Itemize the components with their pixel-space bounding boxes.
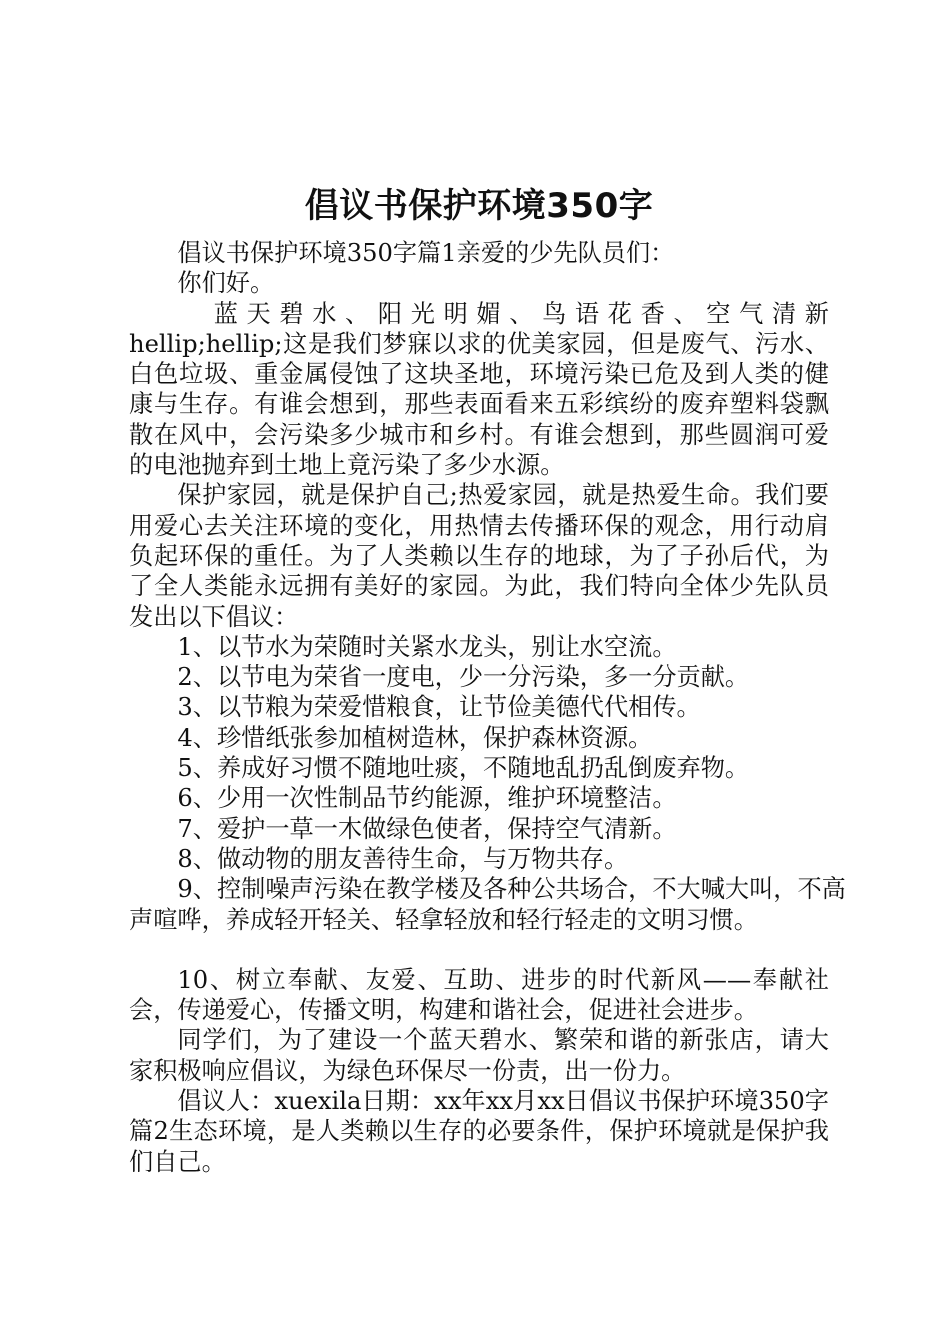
proposal-list xyxy=(129,632,846,935)
hello-line: 你们好。 xyxy=(177,269,275,298)
list-item: 8、做动物的朋友善待生命，与万物共存。 xyxy=(177,844,629,873)
list-item: 5、养成好习惯不随地吐痰，不随地乱扔乱倒废弃物。 xyxy=(177,754,750,783)
intro-paragraph: hellip;hellip;这是我们梦寐以求的优美家园，但是废气、污水、白色垃圾、重金属侵蚀了这块圣地，环境污染已危及到人类的健康与生存。有谁会想到，那些表面看来五彩缤纷的废弃塑料袋飘散在风中，会污染多少城市和乡村。有谁会想到，那些圆润可爱的电池抛弃到土地上竟污染了多少水源。 xyxy=(129,329,829,480)
list-item: 6、少用一次性制品节约能源，维护环境整洁。 xyxy=(177,784,677,813)
list-item: 3、以节粮为荣爱惜粮食，让节俭美德代代相传。 xyxy=(177,693,701,722)
document-page xyxy=(129,180,846,1177)
list-item: 9、控制噪声污染在教学楼及各种公共场合，不大喊大叫，不高声喧哗，养成轻开轻关、轻拿轻放和轻行轻走的文明习惯。 xyxy=(129,875,846,934)
signature-paragraph: 倡议人：xuexila日期：xx年xx月xx日倡议书保护环境350字篇2生态环境，是人类赖以生存的必要条件，保护环境就是保护我们自己。 xyxy=(129,1087,829,1176)
list-item: 7、爱护一草一木做绿色使者，保持空气清新。 xyxy=(177,814,677,843)
list-item: 4、珍惜纸张参加植树造林，保护森林资源。 xyxy=(177,723,653,752)
list-item: 2、以节电为荣省一度电，少一分污染，多一分贡献。 xyxy=(177,663,750,692)
intro-heading-line: 蓝天碧水、阳光明媚、鸟语花香、空气清新 xyxy=(213,299,829,328)
greeting-line: 倡议书保护环境350字篇1亲爱的少先队员们： xyxy=(177,239,675,267)
paragraph-gap xyxy=(129,935,829,965)
protect-home-paragraph: 保护家园，就是保护自己;热爱家园，就是热爱生命。我们要用爱心去关注环境的变化，用热情去传播环保的观念，用行动肩负起环保的重任。为了人类赖以生存的地球，为了子孙后代，为了全人类能永远拥有美好的家园。为此，我们特向全体少先队员发出以下倡议： xyxy=(129,481,829,631)
call-to-action-paragraph: 同学们，为了建设一个蓝天碧水、繁荣和谐的新张店，请大家积极响应倡议，为绿色环保尽一份责，出一份力。 xyxy=(129,1026,829,1085)
list-item: 1、以节水为荣随时关紧水龙头，别让水空流。 xyxy=(177,632,677,661)
document-title: 倡议书保护环境350字 xyxy=(304,186,654,226)
list-item-10: 10、树立奉献、友爱、互助、进步的时代新风——奉献社会，传递爱心，传播文明，构建和谐社会，促进社会进步。 xyxy=(129,965,829,1025)
